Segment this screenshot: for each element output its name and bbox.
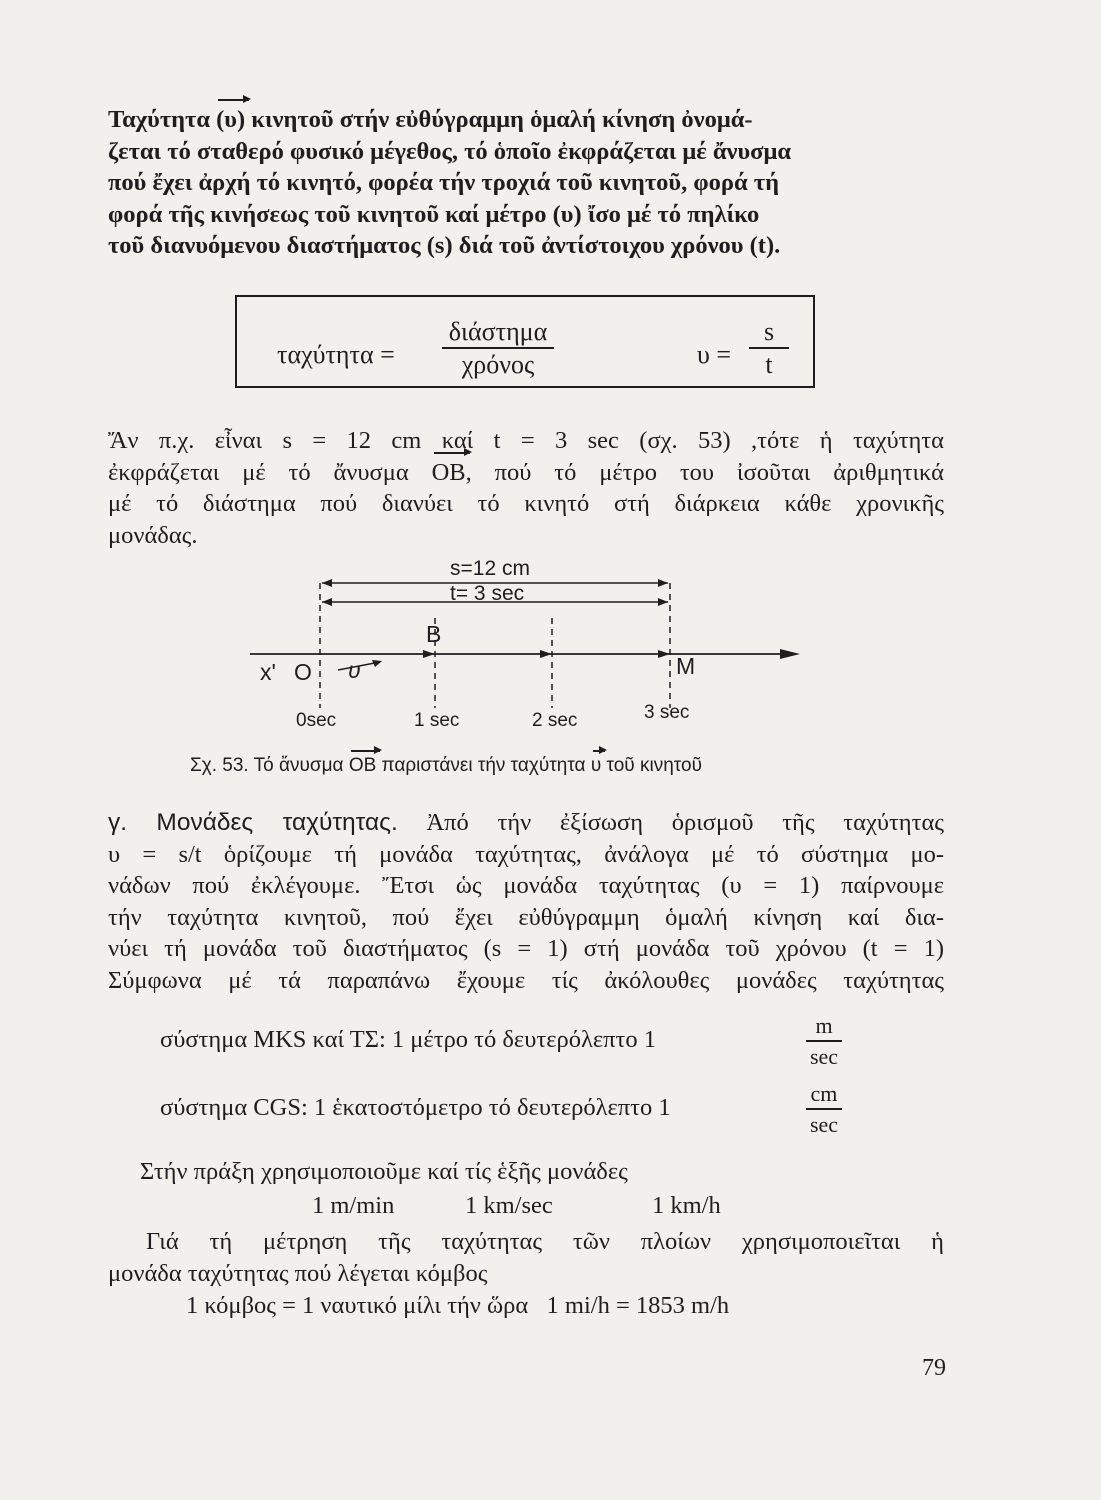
definition-line: Ταχύτητα (υ) κινητοῦ στήν εὐθύγραμμη ὁμαλή κίνηση ὀνομά-: [108, 104, 944, 136]
tick-label-0: 0sec: [296, 710, 337, 731]
units-line: τήν ταχύτητα κινητοῦ, πού ἔχει εὐθύγραμμη ὁμαλή κίνηση καί δια-: [108, 903, 944, 931]
practice-unit: 1 km/h: [652, 1192, 721, 1219]
velocity-symbol: υ: [348, 657, 361, 683]
knot-line: μονάδα ταχύτητας πού λέγεται κόμβος: [108, 1259, 488, 1287]
distance-arrowhead-left: [322, 579, 332, 587]
practice-line: Στήν πράξη χρησιμοποιοῦμε καί τίς ἑξῆς μονάδες: [140, 1158, 628, 1185]
velocity-definition: [108, 104, 944, 262]
formula-numerator: διάστημα: [442, 317, 554, 349]
time-arrowhead-right: [658, 598, 668, 606]
example-line: μέ τό διάστημα πού διανύει τό κινητό στή διάρκεια κάθε χρονικῆς: [108, 490, 944, 517]
axis-start-label: x': [260, 659, 276, 685]
distance-arrowhead-right: [658, 579, 668, 587]
segment-arrowhead-3: [658, 650, 670, 658]
example-line: ἐκφράζεται μέ τό ἄνυσμα OB, πού τό μέτρο του ἰσοῦται ἀριθμητικά: [108, 457, 944, 489]
cgs-system-line: σύστημα CGS: 1 ἑκατοστόμετρο τό δευτερόλεπτο 1: [160, 1094, 671, 1121]
units-line: υ = s/t ὁρίζουμε τή μονάδα ταχύτητας, ἀνάλογα μέ τό σύστημα μο-: [108, 840, 944, 868]
segment-arrowhead-1: [423, 650, 435, 658]
definition-line: φορά τῆς κινήσεως τοῦ κινητοῦ καί μέτρο (υ) ἴσο μέ τό πηλίκο: [108, 200, 760, 228]
knot-paragraph: [108, 1226, 944, 1289]
x-axis-arrowhead: [780, 649, 800, 659]
practice-unit: 1 km/sec: [465, 1192, 553, 1219]
formula-label: ταχύτητα =: [277, 340, 395, 369]
cgs-numerator: cm: [806, 1080, 842, 1110]
units-paragraph: [108, 807, 944, 996]
practice-unit: 1 m/min: [312, 1192, 395, 1219]
tick-label-2: 2 sec: [532, 710, 578, 731]
mks-denominator: sec: [809, 1044, 839, 1069]
ob-vector: OB: [432, 457, 466, 489]
point-m-label: M: [676, 653, 696, 679]
time-label: t= 3 sec: [450, 582, 525, 605]
figure-caption: Σχ. 53. Τό ἄνυσμα OB παριστάνει τήν ταχύτητα υ τοῦ κινητοῦ: [190, 755, 702, 776]
formula-fraction-symbolic: [749, 317, 789, 381]
tick-label-1: 1 sec: [414, 710, 460, 731]
example-paragraph: [108, 425, 944, 551]
tick-label-3: 3 sec: [644, 702, 690, 723]
caption-velocity-vector: υ: [590, 755, 602, 776]
example-line: Ἄν π.χ. εἶναι s = 12 cm καί t = 3 sec (σχ. 53) ,τότε ἡ ταχύτητα: [108, 427, 944, 454]
definition-line: τοῦ διανυόμενου διαστήματος (s) διά τοῦ ἀντίστοιχου χρόνου (t).: [108, 232, 781, 259]
formula-denominator: χρόνος: [461, 350, 535, 379]
formula-symbol: υ =: [697, 340, 732, 369]
units-line: νάδων πού ἐκλέγουμε. Ἔτσι ὡς μονάδα ταχύτητας (υ = 1) παίρνουμε: [108, 872, 944, 899]
definition-line: πού ἔχει ἀρχή τό κινητό, φορέα τήν τροχιά τοῦ κινητοῦ, φορά τή: [108, 169, 780, 196]
mks-unit-fraction: [806, 1012, 842, 1072]
figure-53-diagram: [250, 558, 830, 748]
formula-denominator-t: t: [765, 350, 773, 379]
definition-line: ζεται τό σταθερό φυσικό μέγεθος, τό ὁποῖο ἐκφράζεται μέ ἄνυσμα: [108, 137, 792, 165]
section-heading: γ. Μονάδες ταχύτητας.: [108, 809, 398, 836]
cgs-denominator: sec: [809, 1112, 839, 1137]
velocity-vector-symbol: (υ): [216, 104, 245, 136]
velocity-formula-box: [235, 295, 815, 388]
segment-arrowhead-2: [540, 650, 552, 658]
distance-label: s=12 cm: [450, 558, 530, 580]
time-arrowhead-left: [322, 598, 332, 606]
mks-numerator: m: [806, 1012, 842, 1042]
caption-ob-vector: OB: [348, 755, 377, 776]
knot-line: Γιά τή μέτρηση τῆς ταχύτητας τῶν πλοίων χρησιμοποιεῖται ἡ: [146, 1228, 944, 1255]
formula-numerator-s: s: [749, 317, 789, 349]
cgs-unit-fraction: [806, 1080, 842, 1140]
formula-fraction: [442, 317, 554, 381]
point-b-label: B: [426, 621, 442, 647]
origin-label: O: [294, 659, 312, 685]
page-number: 79: [922, 1355, 946, 1381]
velocity-arrowhead: [372, 660, 382, 667]
units-line: νύει τή μονάδα τοῦ διαστήματος (s = 1) στή μονάδα τοῦ χρόνου (t = 1): [108, 935, 944, 962]
example-line: μονάδας.: [108, 521, 198, 549]
units-line: γ. Μονάδες ταχύτητας. Ἀπό τήν ἐξίσωση ὁρισμοῦ τῆς ταχύτητας: [108, 809, 944, 836]
units-line: Σύμφωνα μέ τά παραπάνω ἔχουμε τίς ἀκόλουθες μονάδες ταχύτητας: [108, 966, 944, 994]
knot-formula: 1 κόμβος = 1 ναυτικό μίλι τήν ὥρα 1 mi/h = 1853 m/h: [186, 1292, 730, 1319]
mks-system-line: σύστημα MKS καί ΤΣ: 1 μέτρο τό δευτερόλεπτο 1: [160, 1026, 656, 1053]
